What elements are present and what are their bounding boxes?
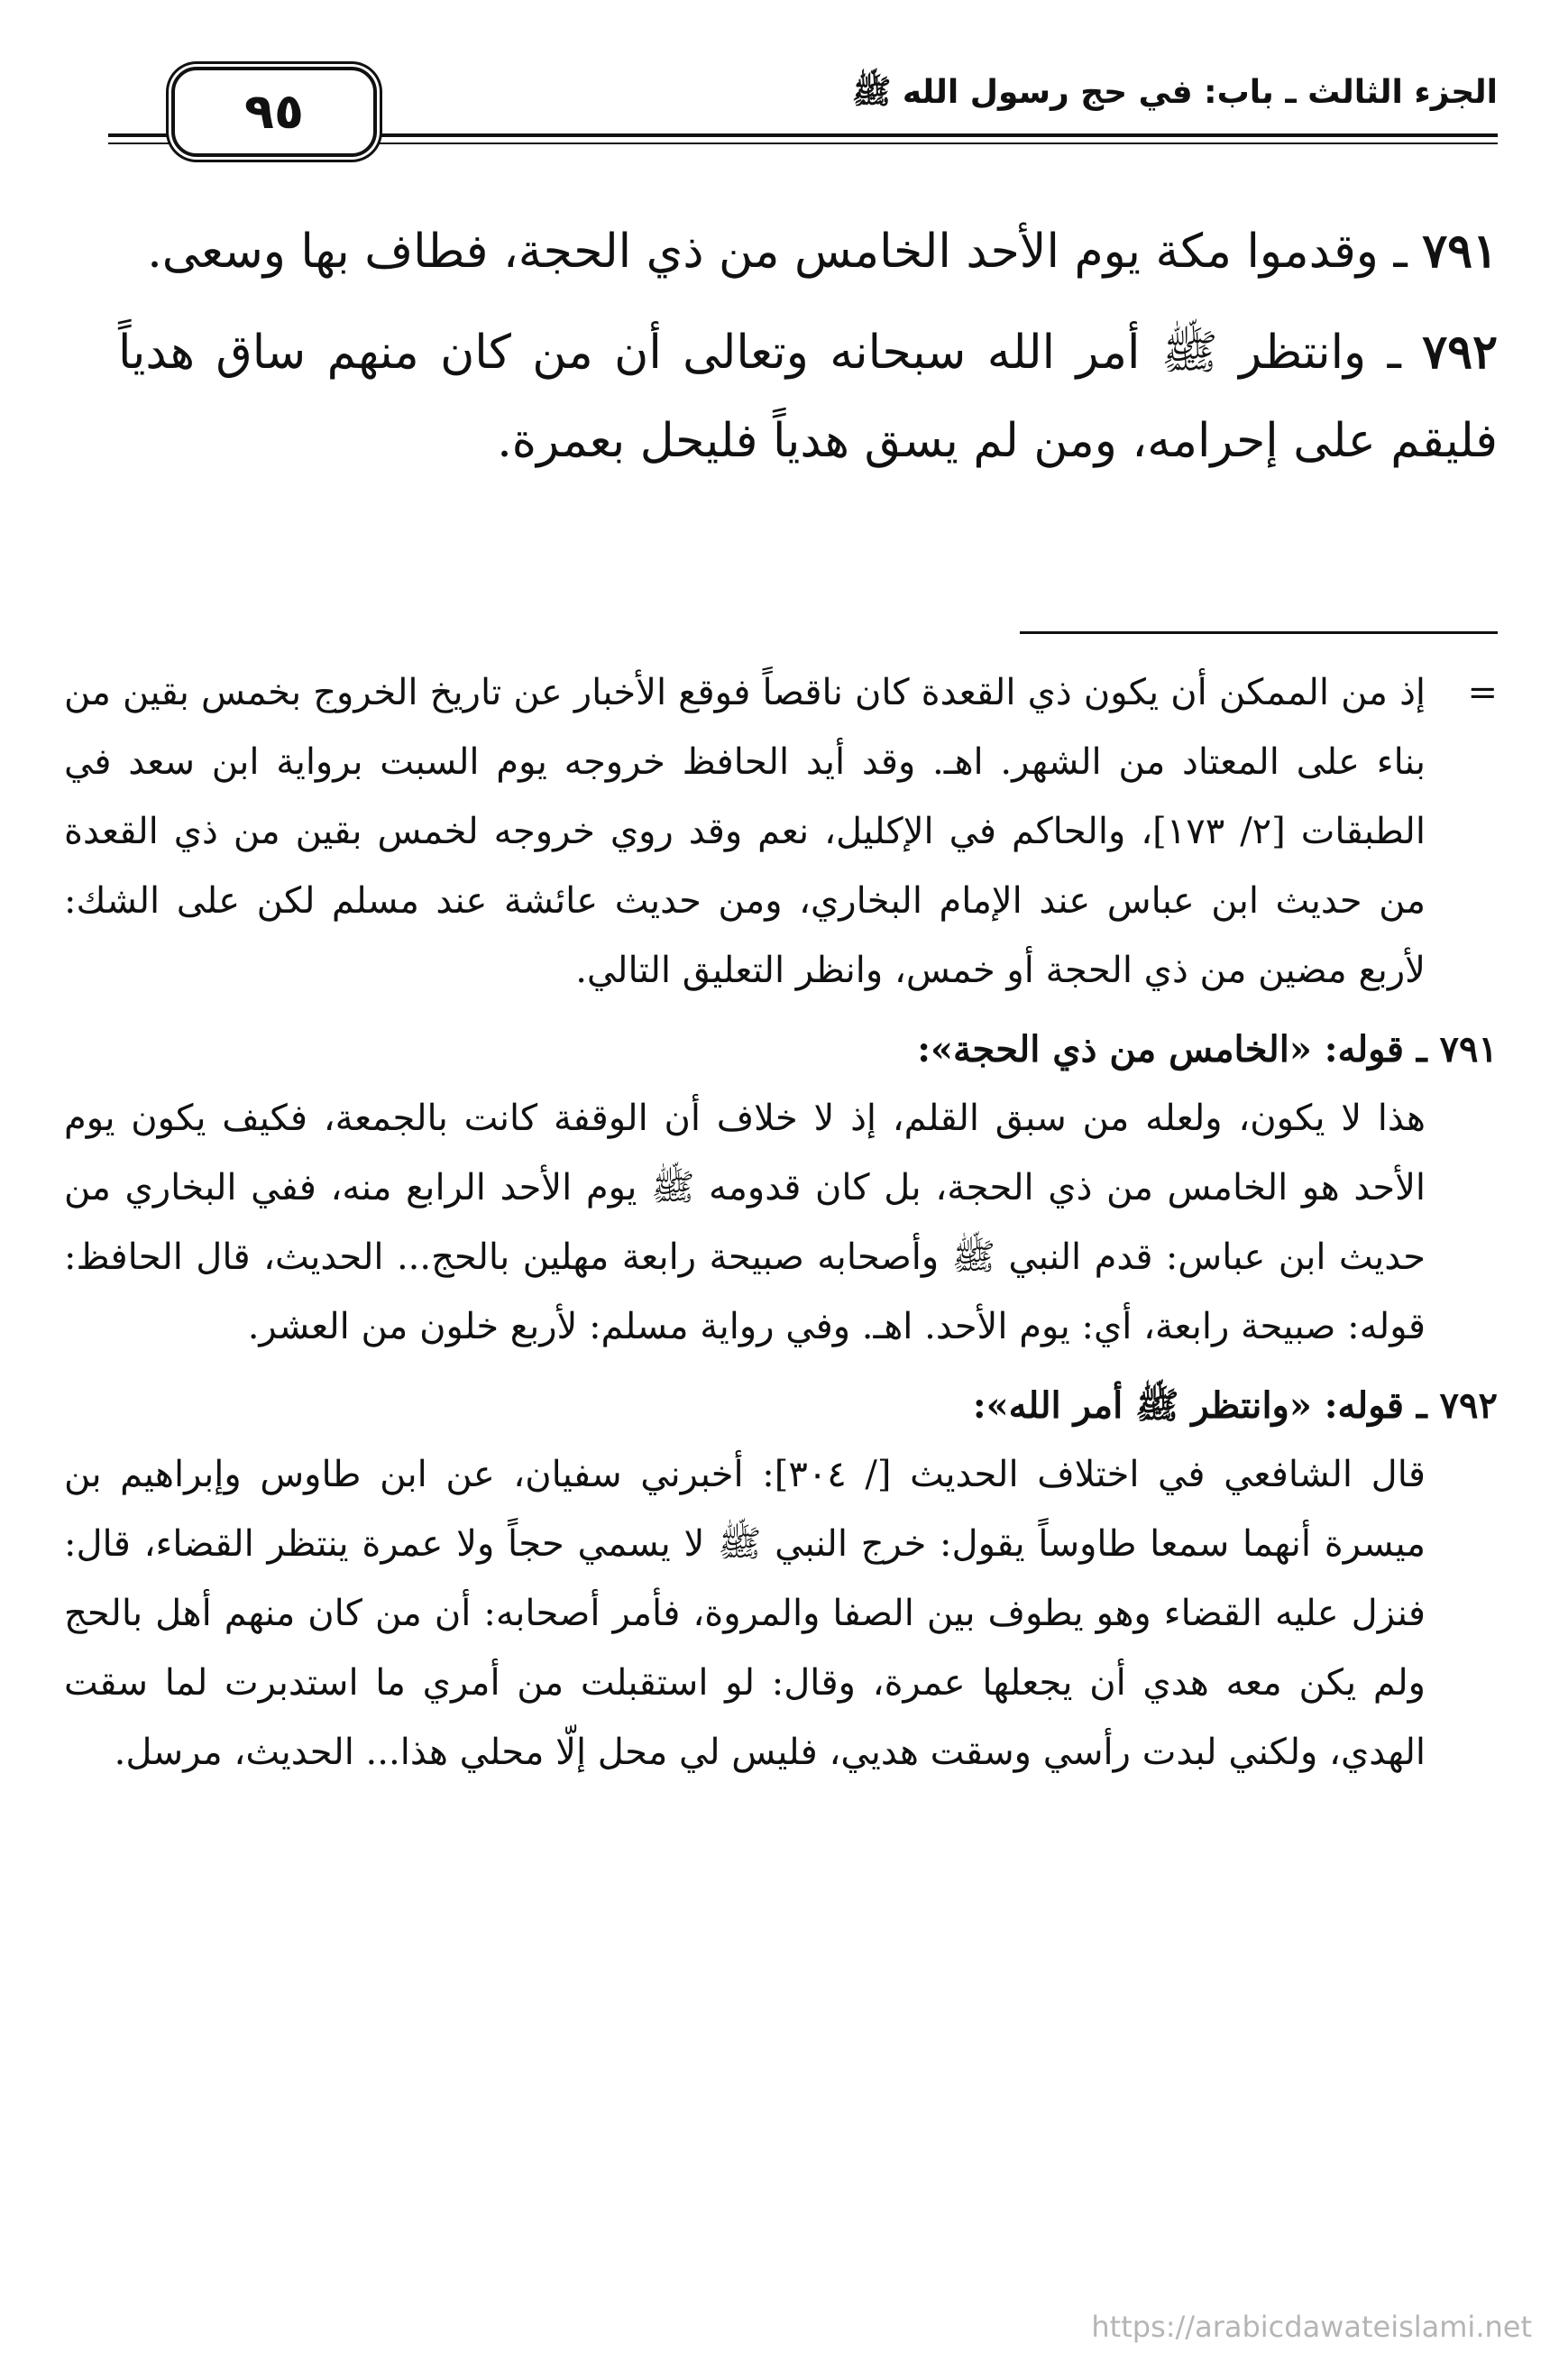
- watermark-url: https://arabicdawateislami.net: [1091, 2310, 1532, 2344]
- footnote-heading: ٧٩١ ـ قوله: «الخامس من ذي الحجة»:: [917, 1028, 1498, 1071]
- paragraph-number: ٧٩١: [1422, 224, 1498, 279]
- paragraph-text: ـ وقدموا مكة يوم الأحد الخامس من ذي الحجة، فطاف بها وسعى.: [147, 225, 1423, 279]
- footnote-continuation-text: إذ من الممكن أن يكون ذي القعدة كان ناقصاً فوقع الأخبار عن تاريخ الخروج بخمس بقين من بناء على المعتاد من الشهر. اهـ. وقد أيد الحافظ خروجه يوم السبت برواية ابن سعد في الطبقات [٢/ ١٧٣]، والحاكم في الإكليل، نعم وقد روي خروجه لخمس بقين من ذي القعدة من حديث ابن عباس عند الإمام البخاري، ومن حديث عائشة عند مسلم لكن على الشك: لأربع مضين من ذي الحجة أو خمس، وانظر التعليق التالي.: [64, 672, 1426, 991]
- paragraph-791: [118, 207, 1498, 296]
- paragraph-text: ـ وانتظر ﷺ أمر الله سبحانه وتعالى أن من كان منهم ساق هدياً فليقم على إحرامه، ومن لم يسق هدياً فليحل بعمرة.: [118, 326, 1498, 468]
- paragraph-number: ٧٩٢: [1422, 325, 1498, 380]
- main-text: [118, 207, 1498, 498]
- header-title: الجزء الثالث ـ باب: في حج رسول الله ﷺ: [851, 74, 1498, 111]
- footnote-heading: ٧٩٢ ـ قوله: «وانتظر ﷺ أمر الله»:: [972, 1384, 1498, 1427]
- footnote-792: [64, 1371, 1498, 1787]
- footnote-text: قال الشافعي في اختلاف الحديث [/ ٣٠٤]: أخبرني سفيان، عن ابن طاوس وإبراهيم بن ميسرة أنهما سمعا طاوساً يقول: خرج النبي ﷺ لا يسمي حجاً ولا عمرة ينتظر القضاء، قال: فنزل عليه القضاء وهو يطوف بين الصفا والمروة، فأمر أصحابه: أن من كان منهم أهل بالحج ولم يكن معه هدي أن يجعلها عمرة، وقال: لو استقبلت من أمري ما استدبرت لما سقت الهدي، ولكني لبدت رأسي وسقت هديي، فليس لي محل إلّا محلي هذا... الحديث، مرسل.: [64, 1454, 1426, 1773]
- running-header: [108, 63, 1498, 162]
- footnote-separator: [1020, 631, 1498, 634]
- footnote-continuation: [64, 658, 1498, 1006]
- page-number: ٩٥: [244, 83, 304, 140]
- footnote-text: هذا لا يكون، ولعله من سبق القلم، إذ لا خلاف أن الوقفة كانت بالجمعة، فكيف يكون يوم الأحد هو الخامس من ذي الحجة، بل كان قدومه ﷺ يوم الأحد الرابع منه، ففي البخاري من حديث ابن عباس: قدم النبي ﷺ وأصحابه صبيحة رابعة مهلين بالحج... الحديث، قال الحافظ: قوله: صبيحة رابعة، أي: يوم الأحد. اهـ. وفي رواية مسلم: لأربع خلون من العشر.: [64, 1098, 1426, 1347]
- paragraph-792: [118, 308, 1498, 485]
- footnotes: [64, 658, 1498, 1796]
- continuation-mark: =: [1467, 672, 1498, 713]
- footnote-791: [64, 1015, 1498, 1362]
- page-number-frame: [171, 67, 377, 157]
